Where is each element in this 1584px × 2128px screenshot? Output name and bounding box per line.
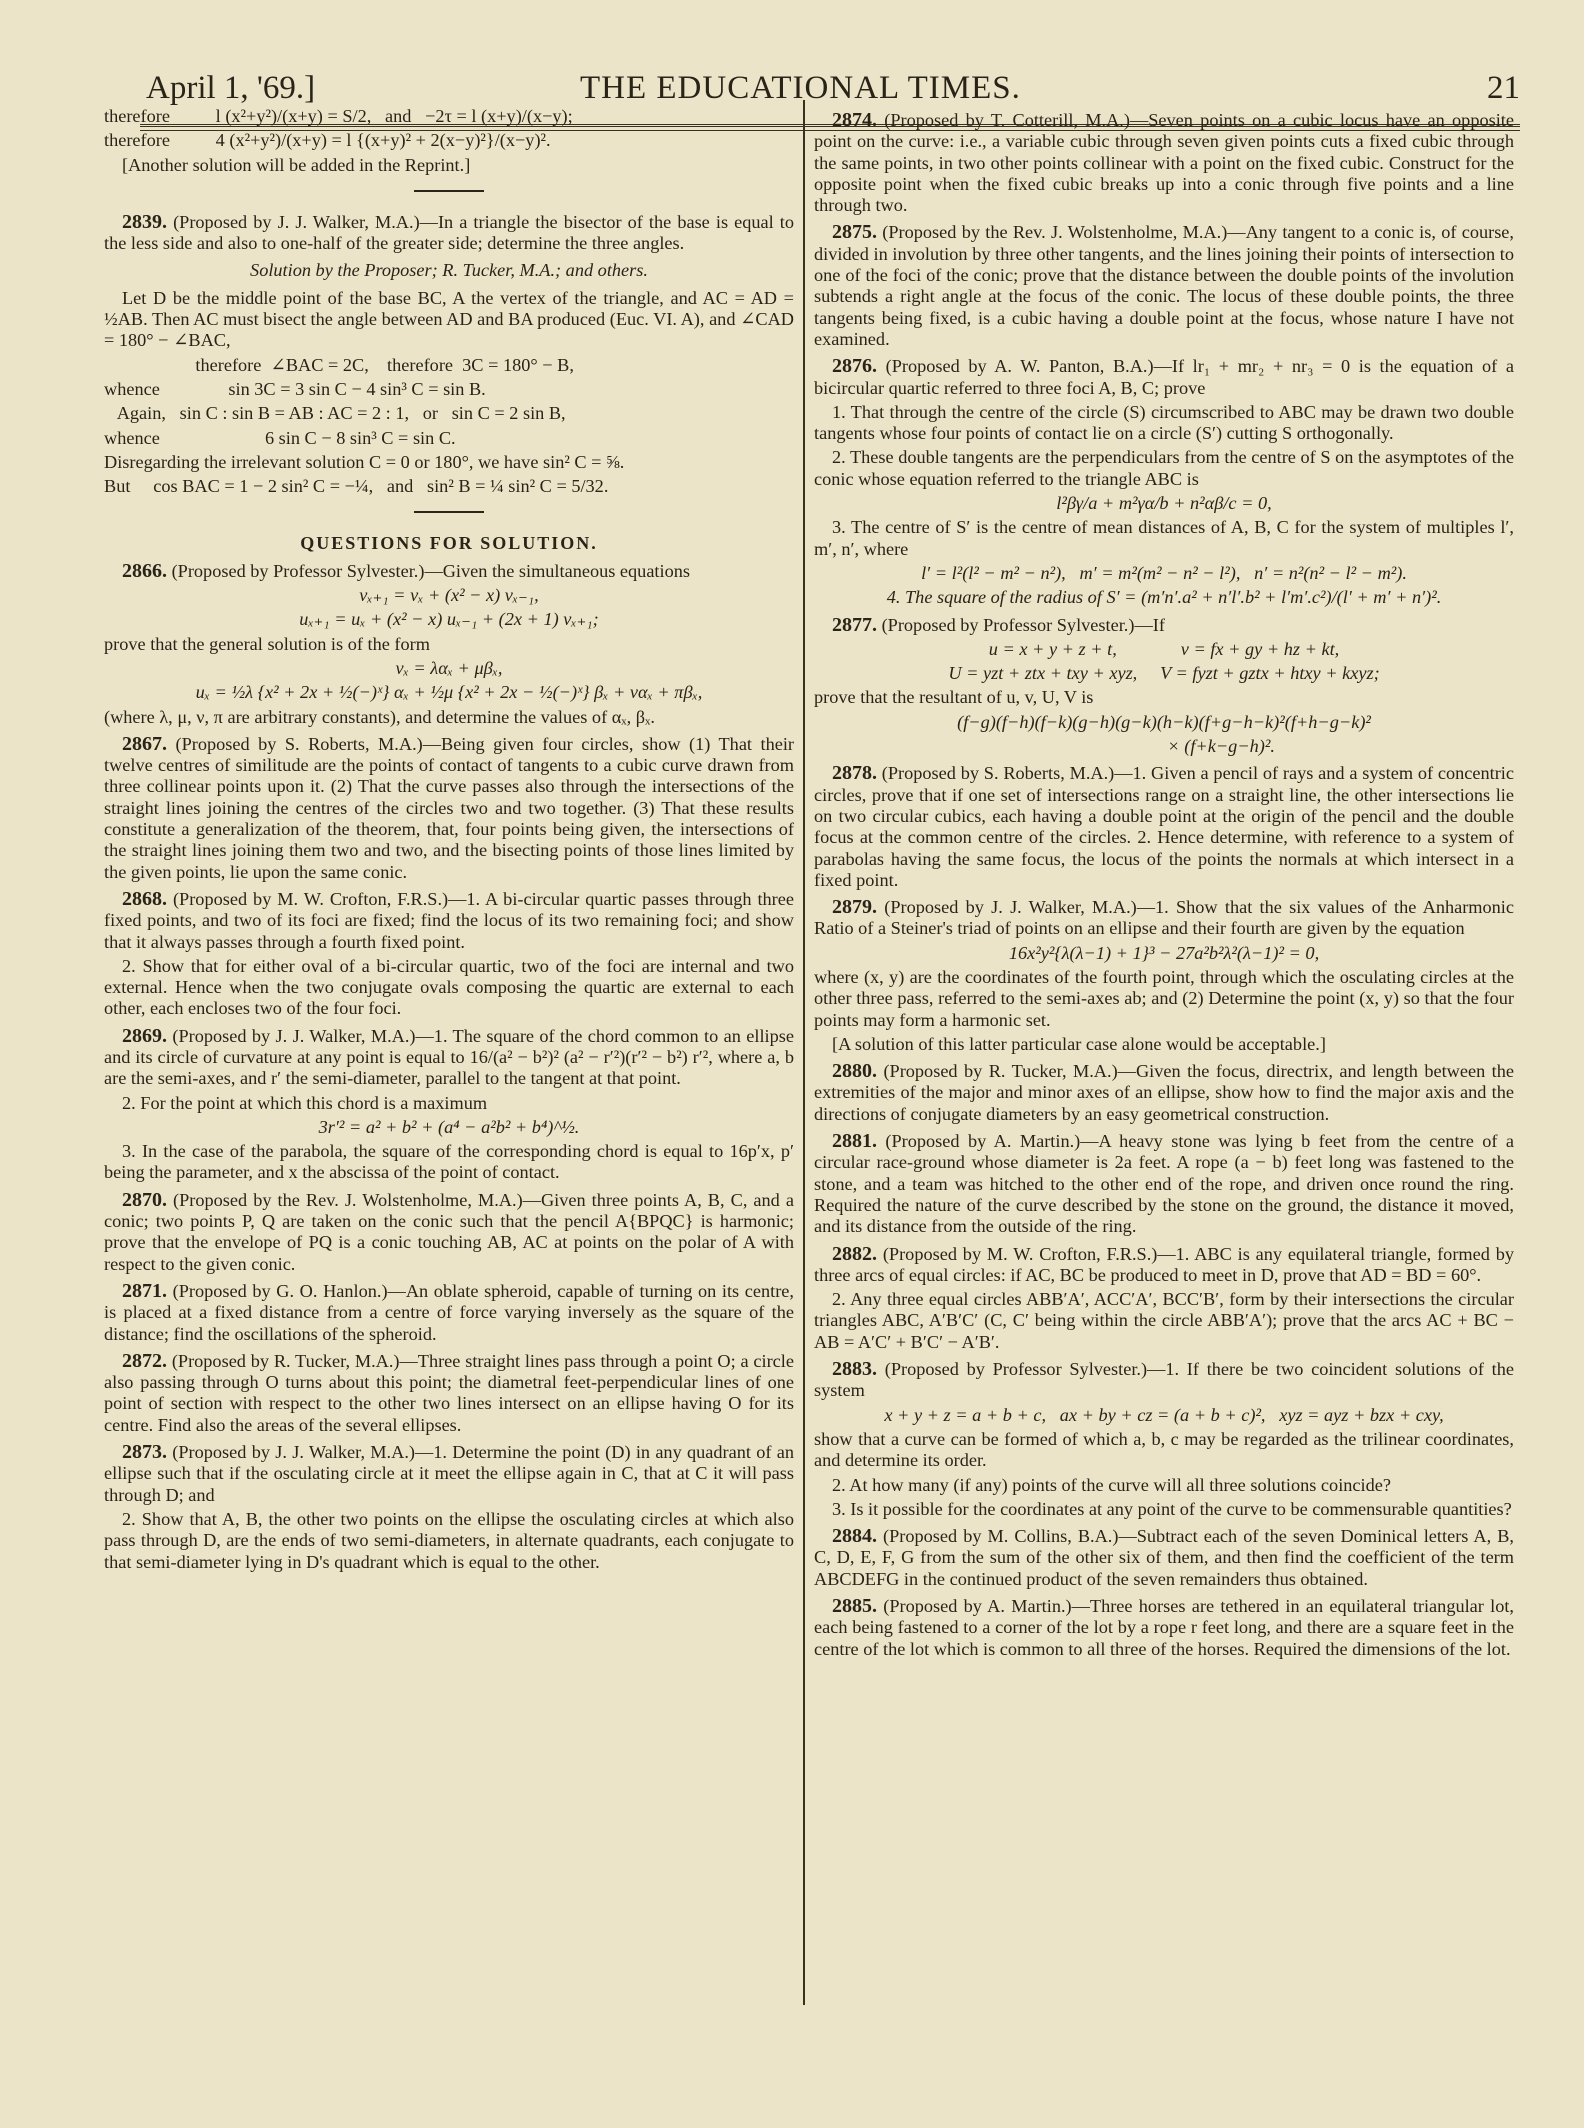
equation: uₓ₊₁ = uₓ + (x² − x) uₓ₋₁ + (2x + 1) vₓ₊₁;	[299, 609, 599, 630]
question-text: (Proposed by Professor Sylvester.)—1. If there be two coincident solutions of the system	[814, 1359, 1514, 1401]
question-text: (Proposed by A. Martin.)—Three horses are tethered in an equilateral triangular lot, each being fastened to a corner of the lot by a rope r feet long, and there are a square feet in the centre of the lot which is common to all three of the horses. Required the dimensions of the lot.	[814, 1596, 1515, 1659]
question-number: 2872.	[122, 1349, 167, 1372]
question-number: 2885.	[832, 1595, 877, 1617]
question-2839	[104, 212, 794, 255]
question-number: 2880.	[832, 1060, 877, 1083]
paragraph: [Another solution will be added in the Reprint.]	[122, 154, 471, 175]
question-number: 2869.	[122, 1024, 167, 1047]
question-2879	[814, 897, 1514, 940]
paragraph: Let D be the middle point of the base BC, A the vertex of the triangle, and AC = AD = ½AB. Then AC must bisect the angle between AD and BA produced (Euc. VI. A), and ∠CAD = 180° − ∠BAC,	[104, 287, 794, 351]
question-2878	[814, 763, 1514, 891]
question-2870	[104, 1190, 794, 1275]
question-text: (Proposed by R. Tucker, M.A.)—Three straight lines pass through a point O; a circle also passing through O turns about this point; the diametral feet-perpendicular lines of one point of section with respect to the other two lines intersect on an ellipse having O for its centre. Find also the areas of the several ellipses.	[104, 1350, 794, 1435]
paragraph: 2. These double tangents are the perpendiculars from the centre of S on the asymptotes of the conic whose equation referred to the triangle ABC is	[814, 447, 1514, 489]
paragraph: 2. Show that A, B, the other two points on the ellipse the osculating circles at which also pass through D, are the ends of two semi-diameters, in alternate quadrants, each conjugate to that semi-diameter lying in D's quadrant which is equal to the other.	[104, 1508, 794, 1572]
paragraph: 3. Is it possible for the coordinates at any point of the curve to be commensurable quantities?	[832, 1498, 1512, 1519]
equation: u = x + y + z + t, v = fx + gy + hz + kt,	[988, 638, 1340, 659]
paragraph: prove that the general solution is of the form	[104, 633, 430, 654]
question-number: 2882.	[832, 1242, 877, 1265]
paragraph: [A solution of this latter particular case alone would be acceptable.]	[832, 1033, 1326, 1054]
equation-line: whence sin 3C = 3 sin C − 4 sin³ C = sin B.	[104, 378, 486, 399]
equation: U = yzt + ztx + txy + xyz, V = fyzt + gztx + htxy + kxyz;	[948, 663, 1380, 684]
equation: 16x²y²{λ(λ−1) + 1}³ − 27a²b²λ²(λ−1)² = 0,	[1008, 942, 1320, 963]
equation-line: therefore ∠BAC = 2C, therefore 3C = 180° − B,	[104, 354, 574, 375]
question-text: (Proposed by J. J. Walker, M.A.)—In a triangle the bisector of the base is equal to the less side and also to one-half of the greater side; determine the three angles.	[104, 211, 794, 254]
equation-line: Disregarding the irrelevant solution C = 0 or 180°, we have sin² C = ⅝.	[104, 451, 625, 472]
question-2874	[814, 110, 1514, 216]
paragraph: where (x, y) are the coordinates of the fourth point, through which the osculating circles at the other three pass, referred to the semi-axes ab; and (2) Determine the point (x, y) so that the four points may form a harmonic set.	[814, 966, 1514, 1030]
question-text: (Proposed by J. J. Walker, M.A.)—1. Show that the six values of the Anharmonic Ratio of a Steiner's triad of points on an ellipse and their fourth are given by the equation	[814, 897, 1515, 939]
question-2877	[814, 615, 1514, 636]
question-text: (Proposed by M. W. Crofton, F.R.S.)—1. ABC is any equilateral triangle, formed by three arcs of equal circles: if AC, BC be produced to meet in D, prove that AD = BD = 60°.	[814, 1243, 1514, 1285]
question-2880	[814, 1061, 1514, 1125]
issue-date: April 1, '69.]	[146, 70, 316, 106]
column-divider	[803, 100, 805, 2005]
equation: uₓ = ½λ {x² + 2x + ½(−)ˣ} αₓ + ½μ {x² + 2x − ½(−)ˣ} βₓ + ναₓ + πβₓ,	[195, 682, 703, 703]
paragraph: 1. That through the centre of the circle (S) circumscribed to ABC may be drawn two double tangents whose four points of contact lie on a circle (S′) cutting S orthogonally.	[814, 401, 1514, 444]
question-number: 2874.	[832, 109, 877, 131]
section-heading: QUESTIONS FOR SOLUTION.	[300, 533, 598, 554]
equation-line: therefore 4 (x²+y²)/(x+y) = l {(x+y)² + 2(x−y)²}/(x−y)².	[104, 130, 551, 151]
question-text: (Proposed by J. J. Walker, M.A.)—1. The square of the chord common to an ellipse and its circle of curvature at any point is equal to 16/(a² − b²)² (a² − r′²)(r′² − b²) r′², where a, b are the semi-axes, and r′ the semi-diameter, parallel to the tangent at that point.	[104, 1025, 794, 1089]
equation: x + y + z = a + b + c, ax + by + cz = (a + b + c)², xyz = ayz + bzx + cxy,	[884, 1404, 1444, 1425]
question-number: 2870.	[122, 1188, 167, 1211]
paragraph: 3. The centre of S′ is the centre of mean distances of A, B, C for the system of multiples l′, m′, n′, where	[814, 517, 1514, 559]
equation: vₓ₊₁ = vₓ + (x² − x) vₓ₋₁,	[359, 585, 539, 606]
question-text: (Proposed by Professor Sylvester.)—If	[881, 614, 1165, 635]
question-number: 2875.	[832, 221, 877, 244]
question-number: 2877.	[832, 613, 877, 636]
question-2872	[104, 1351, 794, 1436]
question-number: 2866.	[122, 559, 167, 582]
question-number: 2884.	[832, 1525, 877, 1548]
question-number: 2871.	[122, 1279, 167, 1302]
question-number: 2883.	[832, 1358, 877, 1381]
paragraph: show that a curve can be formed of which a, b, c may be regarded as the trilinear coordinates, and determine its order.	[814, 1428, 1514, 1471]
question-number: 2867.	[122, 732, 167, 755]
paragraph: 3. In the case of the parabola, the square of the corresponding chord is equal to 16p′x, p′ being the parameter, and x the abscissa of the point of contact.	[104, 1141, 794, 1183]
question-text: (Proposed by A. W. Panton, B.A.)—If lr₁ + mr₂ + nr₃ = 0 is the equation of a bicircular quartic referred to three foci A, B, C; prove	[814, 356, 1514, 398]
journal-title: THE EDUCATIONAL TIMES.	[580, 70, 1021, 106]
question-2867	[104, 734, 794, 883]
question-text: (Proposed by M. W. Crofton, F.R.S.)—1. A bi-circular quartic passes through three fixed points, and two of its foci are fixed; find the locus of its two remaining foci; and show that it always passes through a fourth fixed point.	[104, 888, 794, 952]
section-rule	[414, 190, 484, 192]
question-text: (Proposed by S. Roberts, M.A.)—1. Given a pencil of rays and a system of concentric circles, prove that if one set of intersections range on a straight line, the other intersections lie on two circular cubics, each having a double point at the origin of the pencil and the double focus at the common centre of the circles. 2. Hence determine, with reference to a system of parabolas having the same focus, the locus of the points the normals at which intersect in a fixed point.	[814, 763, 1514, 890]
question-text: (Proposed by Professor Sylvester.)—Given the simultaneous equations	[171, 560, 690, 581]
question-number: 2873.	[122, 1441, 167, 1464]
paragraph: (where λ, μ, ν, π are arbitrary constants), and determine the values of αₓ, βₓ.	[104, 706, 655, 727]
section-rule	[414, 511, 484, 513]
left-column	[104, 104, 794, 1576]
page-number: 21	[1487, 70, 1520, 106]
equation-line: therefore l (x²+y²)/(x+y) = S/2, and −2τ = l (x+y)/(x−y);	[104, 106, 573, 126]
question-text: (Proposed by the Rev. J. Wolstenholme, M.A.)—Any tangent to a conic is, of course, divided in involution by three other tangents, and the lines joining their points of intersection to one of the foci of the conic; prove that the distance between the double points of the involution subtends a right angle at the focus of the conic. The locus of these double points, the three tangents being fixed, is a cubic having a double point at the focus, whose nature I have not examined.	[814, 222, 1514, 349]
question-number: 2876.	[832, 355, 877, 378]
question-text: (Proposed by R. Tucker, M.A.)—Given the focus, directrix, and length between the extremities of the major and minor axes of an ellipse, show how to find the major axis and the directions of conjugate diameters by an easy geometrical construction.	[814, 1061, 1514, 1124]
paragraph: prove that the resultant of u, v, U, V is	[814, 687, 1094, 708]
question-number: 2839.	[122, 210, 167, 233]
equation: vₓ = λαₓ + μβₓ,	[395, 657, 503, 678]
question-text: (Proposed by M. Collins, B.A.)—Subtract each of the seven Dominical letters A, B, C, D, E, F, G from the sum of the other six of them, and then find the coefficient of the term ABCDEFG in the continued product of the seven remainders thus obtained.	[814, 1526, 1514, 1589]
question-text: (Proposed by J. J. Walker, M.A.)—1. Determine the point (D) in any quadrant of an ellipse such that if the osculating circle at it meet the ellipse again in C, that at C it will pass through D; and	[104, 1442, 794, 1505]
question-2885	[814, 1596, 1514, 1660]
right-column	[814, 104, 1514, 1663]
paragraph: 2. For the point at which this chord is a maximum	[122, 1092, 488, 1113]
question-2875	[814, 222, 1514, 350]
question-2871	[104, 1281, 794, 1345]
question-2868	[104, 889, 794, 953]
equation: 3r′² = a² + b² + (a⁴ − a²b² + b⁴)^½.	[318, 1116, 580, 1137]
question-number: 2879.	[832, 896, 877, 919]
question-2869	[104, 1026, 794, 1090]
question-2876	[814, 356, 1514, 399]
question-2882	[814, 1244, 1514, 1287]
paragraph: 2. Show that for either oval of a bi-circular quartic, two of the foci are internal and two external. Hence when the two conjugate ovals composing the quartic are external to each other, each encloses two of the four foci.	[104, 955, 794, 1019]
question-number: 2878.	[832, 762, 877, 785]
equation: l²βγ/a + m²γα/b + n²αβ/c = 0,	[1056, 493, 1272, 514]
question-text: (Proposed by A. Martin.)—A heavy stone was lying b feet from the centre of a circular race-ground whose diameter is 2a feet. A rope (a − b) feet long was fastened to the stone, and a team was hitched to the other end of the rope, and driven once round the ring. Required the nature of the curve described by the stone on the ground, the distance it moved, and its distance from the outside of the ring.	[814, 1131, 1514, 1237]
equation-line: whence 6 sin C − 8 sin³ C = sin C.	[104, 427, 456, 448]
equation: (f−g)(f−h)(f−k)(g−h)(g−k)(h−k)(f+g−h−k)²(f+h−g−k)²	[957, 711, 1371, 732]
question-2884	[814, 1526, 1514, 1590]
question-text: (Proposed by the Rev. J. Wolstenholme, M.A.)—Given three points A, B, C, and a conic; two points P, Q are taken on the conic such that the pencil A{BPQC} is harmonic; prove that the envelope of PQ is a conic touching AB, AC at points on the polar of A with respect to the given conic.	[104, 1189, 794, 1274]
question-text: (Proposed by G. O. Hanlon.)—An oblate spheroid, capable of turning on its centre, is placed at a fixed distance from a centre of force varying inversely as the square of the distance; find the oscillations of the spheroid.	[104, 1280, 794, 1344]
question-2873	[104, 1442, 794, 1506]
paragraph: 2. At how many (if any) points of the curve will all three solutions coincide?	[832, 1474, 1391, 1495]
question-text: (Proposed by S. Roberts, M.A.)—Being given four circles, show (1) That their twelve centres of similitude are the points of contact of tangents to a cubic curve drawn from three collinear points upon it. (2) That the curve passes also through the intersections of the straight lines joining the centres of the circles two and two together. (3) That these results constitute a generalization of the theorem, that, four points being given, the intersections of the straight lines joining them two and two, and the bisecting points of those lines limited by the given points, lie upon the same conic.	[104, 733, 794, 882]
equation: 4. The square of the radius of S′ = (m′n′.a² + n′l′.b² + l′m′.c²)/(l′ + m′ + n′)².	[886, 587, 1442, 608]
question-2866	[104, 561, 794, 582]
solution-credit: Solution by the Proposer; R. Tucker, M.A.; and others.	[250, 260, 648, 281]
question-text: (Proposed by T. Cotterill, M.A.)—Seven points on a cubic locus have an opposite point on the curve: i.e., a variable cubic through seven given points cuts a fixed cubic through the same points, in two other points collinear with a point on the fixed cubic. Construct for the opposite point when the fixed cubic breaks up into a conic through five points and a line through two.	[814, 110, 1514, 216]
equation-line: But cos BAC = 1 − 2 sin² C = −¼, and sin² B = ¼ sin² C = 5/32.	[104, 476, 609, 497]
equation-line: Again, sin C : sin B = AB : AC = 2 : 1, or sin C = 2 sin B,	[104, 403, 566, 424]
question-number: 2868.	[122, 887, 167, 910]
question-number: 2881.	[832, 1130, 877, 1153]
equation: l′ = l²(l² − m² − n²), m′ = m²(m² − n² − l²), n′ = n²(n² − l² − m²).	[921, 562, 1407, 583]
equation: × (f+k−g−h)².	[1053, 736, 1275, 757]
paragraph: 2. Any three equal circles ABB′A′, ACC′A′, BCC′B′, form by their intersections the circular triangles ABC, A′B′C′ (C, C′ being within the circle ABB′A′); prove that the arcs AC + BC − AB = A′C′ + B′C′ − A′B′.	[814, 1289, 1514, 1352]
question-2881	[814, 1131, 1514, 1237]
question-2883	[814, 1359, 1514, 1402]
